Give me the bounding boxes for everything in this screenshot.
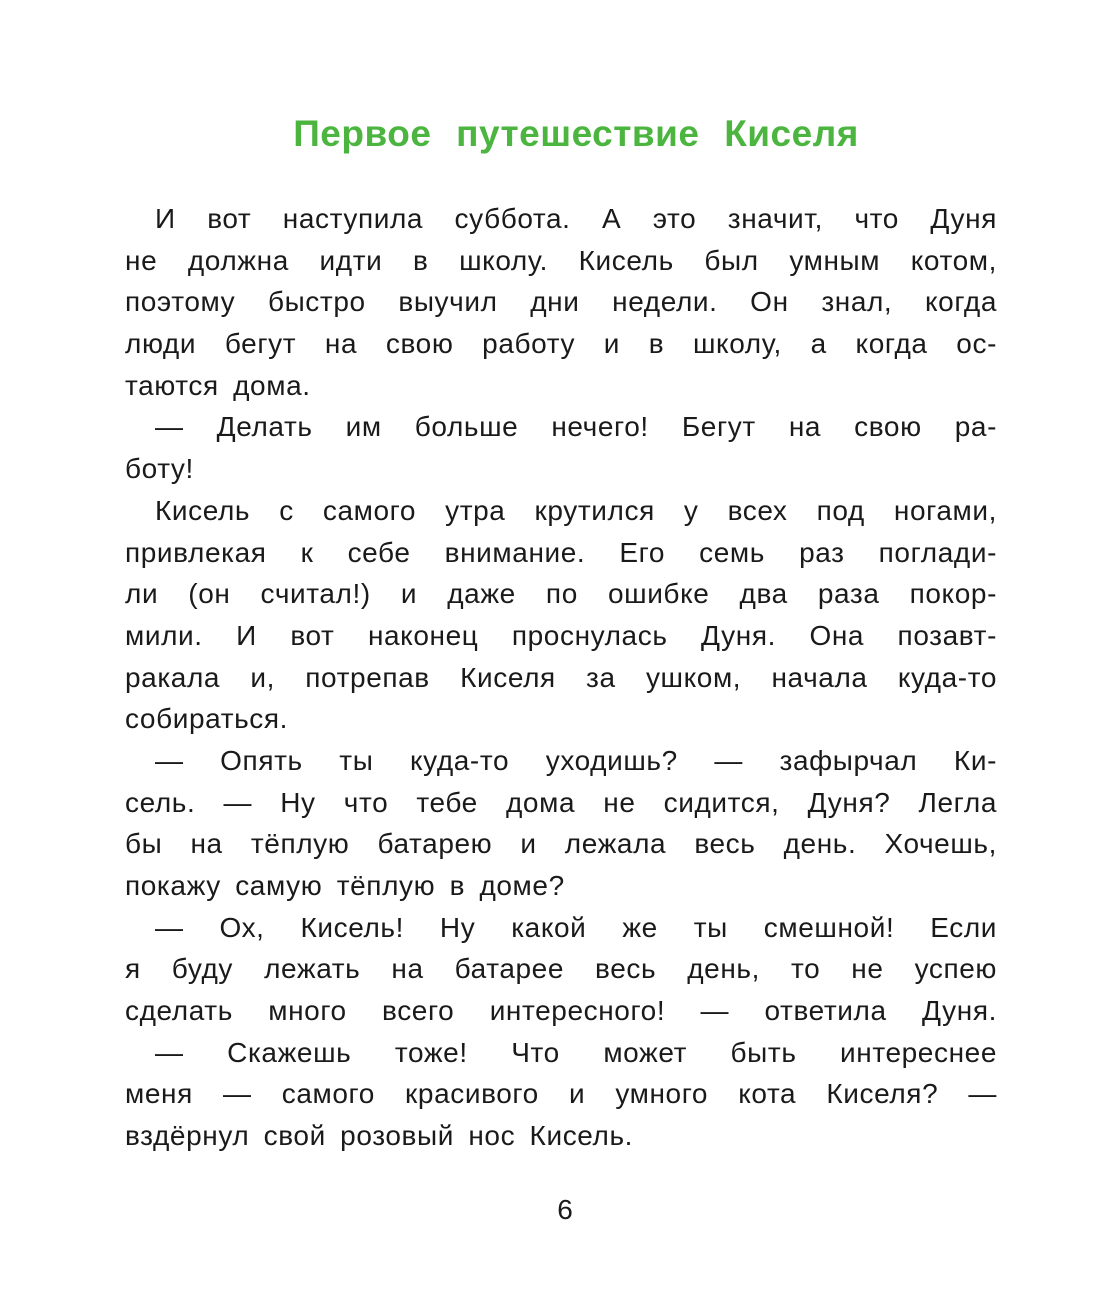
chapter-title: Первое путешествие Киселя (293, 113, 859, 154)
text-line: таются дома. (125, 369, 311, 401)
text-line: ли (он считал!) и даже по ошибке два раза покор- (125, 578, 997, 610)
text-line: собираться. (125, 703, 289, 735)
page-number: 6 (557, 1194, 573, 1225)
text-line: сделать много всего интересного! — ответила Дуня. (125, 995, 997, 1027)
story-text (125, 198, 997, 1157)
text-line: сель. — Ну что тебе дома не сидится, Дуня? Легла (125, 786, 997, 818)
text-line: ракала и, потрепав Киселя за ушком, начала куда-то (125, 661, 997, 693)
text-line: поэтому быстро выучил дни недели. Он знал, когда (125, 286, 997, 318)
text-line: — Скажешь тоже! Что может быть интереснее (155, 1036, 997, 1068)
text-line: я буду лежать на батарее весь день, то не успею (125, 953, 997, 985)
text-line: Кисель с самого утра крутился у всех под ногами, (155, 494, 997, 526)
text-line: — Ох, Кисель! Ну какой же ты смешной! Если (155, 911, 997, 943)
text-line: — Опять ты куда-то уходишь? — зафырчал Ки- (155, 744, 997, 776)
text-line: привлекая к себе внимание. Его семь раз поглади- (125, 536, 997, 568)
text-line: мили. И вот наконец проснулась Дуня. Она позавт- (125, 619, 997, 651)
text-line: — Делать им больше нечего! Бегут на свою ра- (155, 411, 997, 443)
text-line: люди бегут на свою работу и в школу, а когда ос- (125, 328, 997, 360)
text-line: боту! (125, 453, 194, 485)
text-line: покажу самую тёплую в доме? (125, 870, 565, 901)
text-line: не должна идти в школу. Кисель был умным котом, (125, 244, 997, 276)
text-line: бы на тёплую батарею и лежала весь день. Хочешь, (125, 828, 997, 860)
text-line: вздёрнул свой розовый нос Кисель. (125, 1120, 634, 1152)
text-line: меня — самого красивого и умного кота Киселя? — (125, 1078, 997, 1110)
text-line: И вот наступила суббота. А это значит, что Дуня (155, 203, 997, 234)
